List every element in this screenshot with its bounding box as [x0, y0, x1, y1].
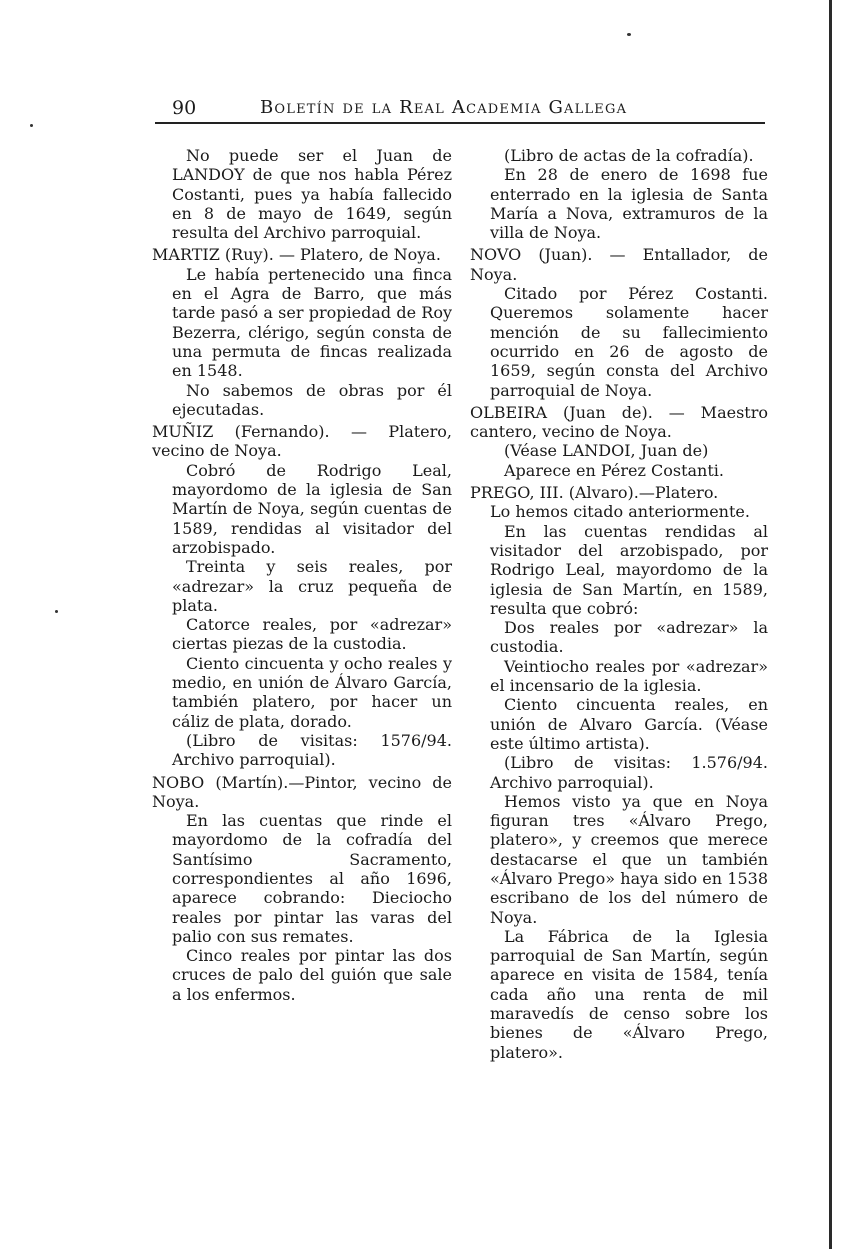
- scan-edge-line: [829, 0, 832, 1249]
- paragraph: Citado por Pérez Costanti. Queremos solamente hacer mención de su fallecimiento ocurrido en 26 de agosto de 1659, según consta del Archivo parroquial de Noya.: [490, 284, 768, 400]
- entry-heading: NOVO (Juan). — Entallador, de Noya.: [470, 245, 768, 284]
- paragraph: Treinta y seis reales, por «adrezar» la cruz pequeña de plata.: [172, 557, 452, 615]
- entry-heading: MUÑIZ (Fernando). — Platero, vecino de Noya.: [152, 422, 452, 461]
- page-number: 90: [172, 97, 197, 119]
- paragraph: (Véase LANDOI, Juan de): [504, 441, 709, 461]
- paragraph: Aparece en Pérez Costanti.: [504, 460, 724, 480]
- paragraph: Lo hemos citado anteriormente.: [490, 502, 750, 522]
- entry-heading: PREGO, III. (Alvaro).—Platero.: [470, 483, 719, 503]
- paragraph: Ciento cincuenta y ocho reales y medio, en unión de Álvaro García, también platero, por hacer un cáliz de plata, dorado.: [172, 653, 452, 731]
- scan-speck: [55, 610, 58, 613]
- paragraph: Cinco reales por pintar las dos cruces de palo del guión que sale a los enfermos.: [172, 946, 452, 1004]
- paragraph: (Libro de visitas: 1576/94. Archivo parroquial).: [172, 730, 452, 770]
- scan-speck: [30, 124, 33, 127]
- right-column: [470, 146, 768, 1062]
- header-rule: [155, 122, 765, 124]
- paragraph: Ciento cincuenta reales, en unión de Alvaro García. (Véase este último artista).: [490, 695, 768, 753]
- paragraph: En las cuentas que rinde el mayordomo de la cofradía del Santísimo Sacramento, correspondientes al año 1696, aparece cobrando: Dieciocho reales por pintar las varas del palio con sus remates.: [172, 811, 452, 946]
- page-header: [168, 97, 768, 123]
- entry-heading: MARTIZ (Ruy). — Platero, de Noya.: [152, 245, 441, 265]
- paragraph: Dos reales por «adrezar» la custodia.: [490, 618, 768, 657]
- scan-speck: [627, 33, 631, 36]
- paragraph: Cobró de Rodrigo Leal, mayordomo de la iglesia de San Martín de Noya, según cuentas de 1589, rendidas al visitador del arzobispado.: [172, 460, 452, 557]
- paragraph: No sabemos de obras por él ejecutadas.: [172, 380, 452, 419]
- paragraph: Le había pertenecido una finca en el Agra de Barro, que más tarde pasó a ser propiedad de Roy Bezerra, clérigo, según consta de una permuta de fincas realizada en 1548.: [172, 264, 452, 381]
- paragraph: No puede ser el Juan de LANDOY de que nos habla Pérez Costanti, pues ya había fallecido en 8 de mayo de 1649, según resulta del Archivo parroquial.: [172, 146, 452, 243]
- paragraph: (Libro de actas de la cofradía).: [504, 146, 754, 165]
- paragraph: En 28 de enero de 1698 fue enterrado en la iglesia de Santa María a Nova, extramuros de la villa de Noya.: [490, 165, 768, 243]
- paragraph: Catorce reales, por «adrezar» ciertas piezas de la custodia.: [172, 615, 452, 654]
- left-column: [152, 146, 452, 1004]
- paragraph: La Fábrica de la Iglesia parroquial de San Martín, según aparece en visita de 1584, tenía cada año una renta de mil maravedís de censo sobre los bienes de «Álvaro Prego, platero».: [490, 926, 768, 1062]
- paragraph: Veintiocho reales por «adrezar» el incensario de la iglesia.: [490, 656, 768, 696]
- entry-heading: NOBO (Martín).—Pintor, vecino de Noya.: [152, 772, 452, 811]
- running-title: Boletín de la Real Academia Gallega: [260, 97, 628, 118]
- paragraph: En las cuentas rendidas al visitador del arzobispado, por Rodrigo Leal, mayordomo de la iglesia de San Martín, en 1589, resulta que cobró:: [490, 521, 768, 618]
- entry-heading: OLBEIRA (Juan de). — Maestro cantero, vecino de Noya.: [470, 402, 768, 442]
- paragraph: Hemos visto ya que en Noya figuran tres «Álvaro Prego, platero», y creemos que merece destacarse el que un también «Álvaro Prego» haya sido en 1538 escribano de los del número de Noya.: [490, 791, 768, 927]
- paragraph: (Libro de visitas: 1.576/94. Archivo parroquial).: [490, 753, 768, 792]
